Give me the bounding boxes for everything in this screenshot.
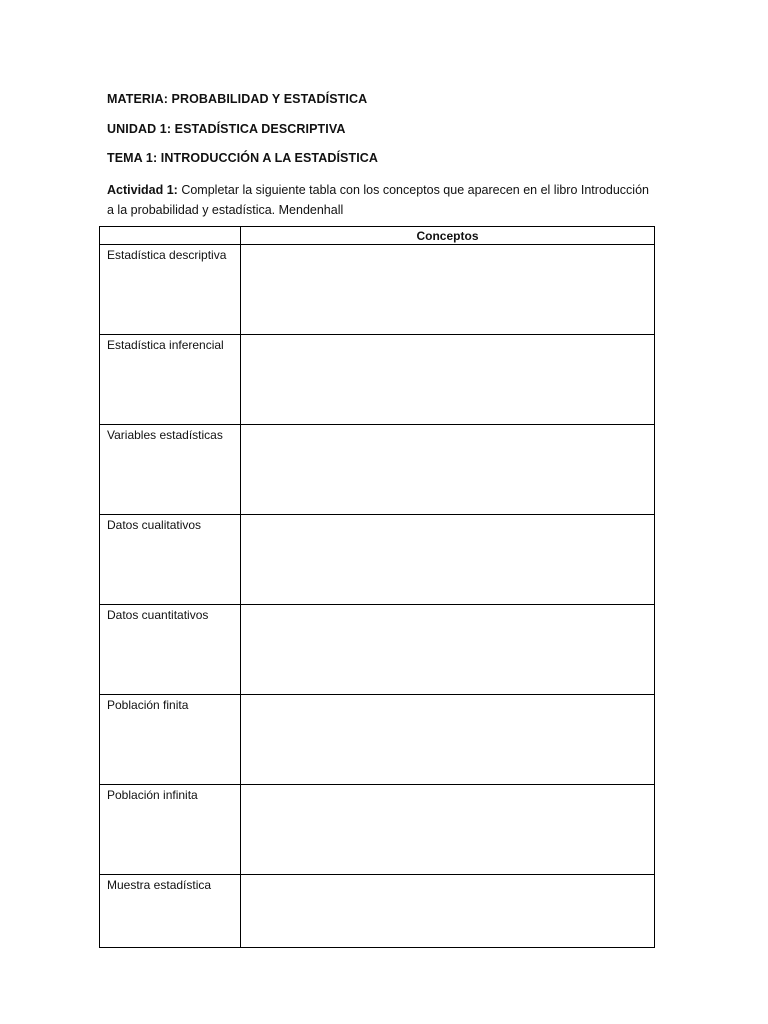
table-row bbox=[100, 245, 655, 335]
concept-cell[interactable] bbox=[241, 785, 655, 875]
term-cell: Datos cualitativos bbox=[100, 515, 241, 605]
term-cell: Estadística inferencial bbox=[100, 335, 241, 425]
activity-text: Completar la siguiente tabla con los conceptos que aparecen en el libro Introducción a la probabilidad y estadística. Mendenhall bbox=[107, 183, 649, 217]
concept-cell[interactable] bbox=[241, 605, 655, 695]
concept-cell[interactable] bbox=[241, 245, 655, 335]
table-header-row bbox=[100, 227, 655, 245]
concept-cell[interactable] bbox=[241, 425, 655, 515]
term-cell: Muestra estadística bbox=[100, 875, 241, 948]
header-cell-term bbox=[100, 227, 241, 245]
concept-cell[interactable] bbox=[241, 515, 655, 605]
activity-label: Actividad 1: bbox=[107, 183, 178, 197]
term-cell: Estadística descriptiva bbox=[100, 245, 241, 335]
table-row bbox=[100, 425, 655, 515]
term-cell: Población finita bbox=[100, 695, 241, 785]
activity-instructions bbox=[107, 180, 657, 220]
header-cell-concepts: Conceptos bbox=[241, 227, 655, 245]
concepts-table bbox=[99, 226, 655, 948]
concept-cell[interactable] bbox=[241, 335, 655, 425]
term-cell: Variables estadísticas bbox=[100, 425, 241, 515]
topic-heading: TEMA 1: INTRODUCCIÓN A LA ESTADÍSTICA bbox=[107, 151, 379, 165]
table-row bbox=[100, 875, 655, 948]
table-row bbox=[100, 785, 655, 875]
concept-cell[interactable] bbox=[241, 695, 655, 785]
table-row bbox=[100, 605, 655, 695]
table-row bbox=[100, 515, 655, 605]
table-row bbox=[100, 335, 655, 425]
concept-cell[interactable] bbox=[241, 875, 655, 948]
subject-heading: MATERIA: PROBABILIDAD Y ESTADÍSTICA bbox=[107, 92, 368, 106]
table-row bbox=[100, 695, 655, 785]
term-cell: Datos cuantitativos bbox=[100, 605, 241, 695]
unit-heading: UNIDAD 1: ESTADÍSTICA DESCRIPTIVA bbox=[107, 122, 346, 136]
term-cell: Población infinita bbox=[100, 785, 241, 875]
